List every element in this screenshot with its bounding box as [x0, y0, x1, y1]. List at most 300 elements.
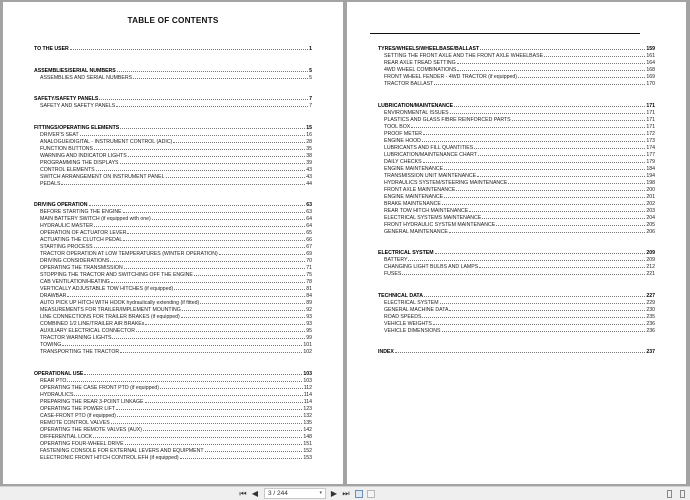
toc-entry-label: GENERAL MAINTENANCE: [384, 228, 448, 235]
toc-entry-label: ENGINE MAINTENANCE: [384, 165, 444, 172]
toc-entry[interactable]: [34, 236, 312, 243]
dot-leader: [84, 370, 302, 375]
toc-entry-label: REAR PTO: [40, 377, 67, 384]
dot-leader: [518, 73, 645, 78]
toc-page-number: 153: [303, 454, 312, 461]
toc-section: [34, 201, 312, 355]
toc-section-heading[interactable]: [378, 292, 655, 299]
toc-entry-label: ENGINE MAINTENANCE: [384, 193, 444, 200]
dot-leader: [74, 391, 302, 396]
dot-leader: [111, 278, 305, 283]
toc-page-number: 171: [646, 109, 655, 116]
toc-entry-label: FITTINGS/OPERATING ELEMENTS: [34, 124, 120, 131]
toc-entry[interactable]: [378, 66, 655, 73]
toc-entry[interactable]: [34, 271, 312, 278]
toc-section-heading[interactable]: [378, 249, 655, 256]
toc-section: [34, 370, 312, 461]
toc-entry[interactable]: [378, 144, 655, 151]
toc-entry[interactable]: [378, 313, 655, 320]
toc-entry[interactable]: [378, 151, 655, 158]
dot-leader: [116, 102, 308, 107]
toc-page-number: 38: [306, 152, 312, 159]
toc-entry[interactable]: [378, 228, 655, 235]
dot-leader: [469, 207, 645, 212]
toc-entry-label: PEDALS: [40, 180, 61, 187]
toc-page-number: 206: [646, 228, 655, 235]
toc-page-number: 84: [306, 293, 312, 299]
pdf-navigation-toolbar: [0, 486, 690, 500]
toc-page-number: 78: [306, 279, 312, 285]
toc-entry-label: REAR TOW HITCH MAINTENANCE: [384, 207, 469, 214]
dot-leader: [67, 377, 302, 382]
toc-entry[interactable]: [34, 166, 312, 173]
toc-page-number: 67: [306, 244, 312, 250]
dot-leader: [62, 341, 302, 346]
dot-leader: [120, 124, 305, 129]
toc-entry[interactable]: [34, 222, 312, 229]
toc-page-number: 43: [306, 166, 312, 173]
toc-entry[interactable]: [378, 263, 655, 270]
dot-leader: [133, 74, 308, 79]
toc-page-number: 103: [303, 377, 312, 384]
toc-page-number: 63: [306, 209, 312, 215]
dot-leader: [200, 299, 305, 304]
toc-entry[interactable]: [378, 299, 655, 306]
toc-page-number: 200: [646, 186, 655, 193]
page-title: TABLE OF CONTENTS: [127, 16, 219, 25]
toc-entry[interactable]: [34, 412, 312, 419]
toc-page-number: 171: [646, 123, 655, 130]
first-page-button[interactable]: ⏮: [239, 489, 247, 498]
toc-entry[interactable]: [34, 440, 312, 447]
dot-leader: [117, 67, 308, 72]
toc-page-number: 170: [646, 81, 655, 87]
toc-entry[interactable]: [378, 172, 655, 179]
toc-entry[interactable]: [34, 243, 312, 250]
toc-entry[interactable]: [34, 152, 312, 159]
toc-entry-label: CAB VENTILATION/HEATING: [40, 279, 110, 285]
toc-page-number: 148: [303, 433, 312, 440]
toc-section-heading[interactable]: [34, 124, 312, 131]
dot-leader: [173, 138, 305, 143]
toc-page-number: 236: [646, 320, 655, 327]
toc-entry-label: PROOF METER: [384, 130, 423, 137]
toc-entry[interactable]: [34, 278, 312, 285]
toc-entry-label: HYDRAULIC MASTER: [40, 223, 94, 229]
dot-leader: [457, 59, 646, 64]
toc-entry-label: REMOTE CONTROL VALVES: [40, 419, 110, 426]
dot-leader: [454, 102, 645, 107]
pdf-page-left: [3, 2, 343, 484]
toc-entry[interactable]: [34, 145, 312, 152]
toc-page-number: 43: [306, 173, 312, 180]
toc-entry-label: DRIVING OPERATION: [34, 202, 88, 208]
toc-entry-label: OPERATING FOUR-WHEEL DRIVE: [40, 440, 124, 447]
toc-page-number: 132: [303, 412, 312, 419]
toc-entry-label: VEHICLE WEIGHTS: [384, 320, 432, 327]
toc-page-number: 75: [306, 272, 312, 278]
toc-page-number: 164: [646, 60, 655, 66]
toc-entry-label: REAR AXLE TREAD SETTING: [384, 60, 456, 66]
toc-entry-label: ELECTRICAL SYSTEMS MAINTENANCE: [384, 214, 482, 221]
dot-leader: [496, 221, 645, 226]
toc-entry-label: CONTROL ELEMENTS: [40, 166, 95, 173]
toc-entry-label: OPERATING THE TRANSMISSION: [40, 265, 123, 271]
chevron-down-icon[interactable]: ▾: [319, 490, 322, 496]
dot-leader: [423, 158, 646, 163]
toc-entry-label: TO THE USER: [34, 46, 69, 52]
toc-page-number: 101: [303, 342, 312, 348]
toc-entry[interactable]: [34, 391, 312, 398]
toc-page-number: 135: [303, 419, 312, 426]
toc-entry[interactable]: [34, 74, 312, 81]
dot-leader: [145, 320, 305, 325]
toc-page-number: 123: [303, 405, 312, 412]
toc-entry-label: BRAKE MAINTENANCE: [384, 200, 441, 207]
toc-entry[interactable]: [378, 59, 655, 66]
toc-page-number: 7: [309, 96, 312, 102]
toc-page-number: 151: [303, 440, 312, 447]
toc-entry-label: TRANSMISSION UNIT MAINTENANCE: [384, 172, 477, 179]
toc-entry[interactable]: [34, 454, 312, 461]
toc-page-number: 66: [306, 237, 312, 243]
toc-page-number: 172: [646, 130, 655, 137]
toc-entry-label: DRIVER'S SEAT: [40, 131, 79, 138]
dot-leader: [440, 299, 646, 304]
toc-entry-label: OPERATING THE POWER LIFT: [40, 405, 116, 412]
toc-page-number: 102: [303, 349, 312, 355]
toc-entry[interactable]: [34, 229, 312, 236]
toc-page-number: 209: [646, 250, 655, 256]
toc-page-number: 152: [303, 447, 312, 454]
dot-leader: [180, 454, 303, 459]
toc-entry-label: SAFETY AND SAFETY PANELS: [40, 103, 116, 109]
toc-entry[interactable]: [378, 116, 655, 123]
toc-page-number: 95: [306, 328, 312, 334]
dot-leader: [127, 229, 305, 234]
dot-leader: [424, 292, 645, 297]
toc-entry-label: GENERAL MACHINE DATA: [384, 306, 449, 313]
dot-leader: [89, 201, 306, 206]
toc-entry[interactable]: [378, 109, 655, 116]
toc-entry-label: LINE CONNECTIONS FOR TRAILER BRAKES (if equipped): [40, 314, 180, 320]
toc-entry[interactable]: [378, 80, 655, 87]
toc-entry-label: BEFORE STARTING THE ENGINE: [40, 209, 122, 215]
toc-entry[interactable]: [378, 137, 655, 144]
toc-page-number: 177: [646, 151, 655, 158]
toc-entry-label: TRACTOR BALLAST: [384, 81, 434, 87]
toc-entry-label: VERTICALLY ADJUSTABLE TOW HITCHES (if equipped): [40, 286, 174, 292]
toc-entry[interactable]: [378, 130, 655, 137]
toc-page-number: 201: [646, 193, 655, 200]
toc-entry[interactable]: [378, 320, 655, 327]
toc-entry-label: TRANSPORTING THE TRACTOR: [40, 349, 120, 355]
toc-entry-label: DRIVING CONSIDERATIONS: [40, 258, 110, 264]
toc-entry-label: TRACTOR OPERATION AT LOW TEMPERATURES (WINTER OPERATION): [40, 251, 218, 257]
toc-entry-label: TOWING: [40, 342, 62, 348]
toc-entry[interactable]: [34, 320, 312, 327]
toc-entry-label: OPERATING THE CASE FRONT PTO (if equipped): [40, 384, 159, 391]
toc-entry-label: HYDRAULICS SYSTEM/STEERING MAINTENANCE: [384, 179, 508, 186]
toc-entry-label: SETTING THE FRONT AXLE AND THE FRONT AXLE WHEELBASE: [384, 53, 544, 59]
toc-entry[interactable]: [378, 327, 655, 334]
toc-entry[interactable]: [378, 179, 655, 186]
toc-section: [34, 124, 312, 187]
toc-entry-label: MAIN BATTERY SWITCH (if equipped with one): [40, 216, 151, 222]
next-page-button[interactable]: ▶: [330, 489, 338, 498]
dot-leader: [433, 320, 645, 325]
dot-leader: [512, 116, 646, 121]
toc-entry[interactable]: [378, 306, 655, 313]
toc-entry[interactable]: [34, 292, 312, 299]
toc-page-number: 114: [303, 398, 312, 405]
toc-section-heading[interactable]: [34, 67, 312, 74]
page-number-input[interactable]: [264, 488, 326, 499]
toc-entry[interactable]: [34, 131, 312, 138]
toc-entry-label: TECHNICAL DATA: [378, 292, 423, 299]
dot-leader: [94, 243, 306, 248]
toc-entry-label: DRAWBAR: [40, 293, 67, 299]
toc-entry[interactable]: [378, 193, 655, 200]
dot-leader: [456, 186, 645, 191]
toc-entry-label: STOPPING THE TRACTOR AND SWITCHING OFF THE ENGINE: [40, 272, 193, 278]
dot-leader: [110, 257, 305, 262]
toc-entry[interactable]: [34, 313, 312, 320]
dot-leader: [160, 384, 303, 389]
dot-leader: [70, 45, 308, 50]
toc-page-number: 235: [646, 313, 655, 320]
toc-entry-label: FRONT HYDRAULIC SYSTEM MAINTENANCE: [384, 221, 496, 228]
toc-page-number: 237: [646, 349, 655, 355]
dot-leader: [99, 95, 308, 100]
fit-page-icon[interactable]: [355, 490, 363, 498]
toc-entry-label: FUNCTION BUTTONS: [40, 145, 93, 152]
toc-entry[interactable]: [34, 250, 312, 257]
toc-entry[interactable]: [34, 447, 312, 454]
toc-page-number: 209: [646, 257, 655, 263]
last-page-button[interactable]: ⏭: [342, 489, 350, 498]
toc-page-number: 44: [306, 180, 312, 187]
toc-entry[interactable]: [378, 256, 655, 263]
toc-section: [378, 45, 655, 87]
toc-entry[interactable]: [34, 405, 312, 412]
toc-entry-label: AUXILIARY ELECTRICAL CONNECTOR: [40, 328, 135, 334]
toc-entry[interactable]: [34, 299, 312, 306]
two-page-layout-icon[interactable]: [680, 490, 685, 498]
toc-entry-label: DIFFERENTIAL LOCK: [40, 433, 93, 440]
toc-entry[interactable]: [378, 165, 655, 172]
toc-entry-label: OPERATING THE REMOTE VALVES (AUX): [40, 426, 142, 433]
toc-entry[interactable]: [34, 348, 312, 355]
dot-leader: [544, 52, 645, 57]
toc-entry[interactable]: [34, 215, 312, 222]
toc-entry-label: TOOL BOX: [384, 123, 411, 130]
toc-entry[interactable]: [378, 221, 655, 228]
toc-section: [378, 292, 655, 334]
toc-section-heading[interactable]: [34, 370, 312, 377]
toc-entry[interactable]: [378, 270, 655, 277]
toc-list-left: [34, 45, 312, 475]
toc-entry[interactable]: [34, 208, 312, 215]
toc-page-number: 171: [646, 102, 655, 109]
pdf-page-right: [347, 2, 686, 484]
toc-entry[interactable]: [34, 173, 312, 180]
toc-section: [378, 102, 655, 235]
toc-entry[interactable]: [378, 158, 655, 165]
toc-entry-label: TYRES/WHEELS/WHEELBASE/BALLAST: [378, 46, 480, 52]
toc-entry[interactable]: [34, 419, 312, 426]
toc-page-number: 64: [306, 223, 312, 229]
toc-page-number: 227: [646, 292, 655, 299]
toc-page-number: 159: [646, 46, 655, 52]
dot-leader: [480, 45, 645, 50]
dot-leader: [479, 263, 645, 268]
toc-page-number: 142: [303, 426, 312, 433]
toc-entry[interactable]: [34, 384, 312, 391]
toc-entry-label: ANALOGUE/DIGITAL - INSTRUMENT CONTROL (ADIC): [40, 138, 173, 145]
toc-section: [378, 249, 655, 277]
dot-leader: [125, 440, 303, 445]
single-page-layout-icon[interactable]: [667, 490, 672, 498]
toc-entry[interactable]: [34, 433, 312, 440]
toc-page-number: 63: [306, 202, 312, 208]
toc-entry[interactable]: [34, 341, 312, 348]
dot-leader: [402, 270, 645, 275]
toc-entry[interactable]: [34, 285, 312, 292]
toc-section-heading[interactable]: [378, 45, 655, 52]
toc-entry-label: VEHICLE DIMENSIONS: [384, 327, 441, 334]
dot-leader: [123, 236, 305, 241]
toc-entry-label: ASSEMBLIES AND SERIAL NUMBERS: [40, 74, 133, 81]
toc-section: [378, 348, 655, 355]
dot-leader: [444, 165, 645, 170]
dot-leader: [80, 131, 306, 136]
dot-leader: [411, 123, 645, 128]
toc-entry-label: FASTENING CONSOLE FOR EXTERNAL LEVERS AND EQUIPMENT: [40, 447, 204, 454]
toc-section-heading[interactable]: [34, 95, 312, 102]
toc-entry-label: CHANGING LIGHT BULBS AND LAMPS: [384, 264, 479, 270]
toc-entry-label: MEASUREMENTS FOR TRAILER/IMPLEMENT MOUNTING: [40, 307, 181, 313]
toc-entry[interactable]: [378, 214, 655, 221]
toc-entry[interactable]: [34, 102, 312, 109]
toc-section-heading[interactable]: [378, 102, 655, 109]
dot-leader: [67, 292, 305, 297]
toc-page-number: 1: [309, 46, 312, 52]
dot-leader: [145, 398, 303, 403]
toc-entry[interactable]: [34, 306, 312, 313]
toc-entry-label: TRACTOR WARNING LIGHTS: [40, 335, 112, 341]
toc-entry-label: WARNING AND INDICATOR LIGHTS: [40, 152, 127, 159]
toc-page-number: 99: [306, 335, 312, 341]
toc-entry-label: SWITCH ARRANGEMENT ON INSTRUMENT PANEL: [40, 173, 165, 180]
toc-entry[interactable]: [34, 264, 312, 271]
dot-leader: [174, 285, 305, 290]
toc-page-number: 205: [646, 221, 655, 228]
toc-entry[interactable]: [378, 207, 655, 214]
dot-leader: [477, 172, 645, 177]
toc-entry[interactable]: [34, 180, 312, 187]
toc-entry-label: ENGINE HOOD: [384, 137, 421, 144]
toc-entry-label: INDEX: [378, 349, 394, 355]
toc-page-number: 179: [646, 158, 655, 165]
toc-entry[interactable]: [378, 186, 655, 193]
toc-entry[interactable]: [34, 138, 312, 145]
toc-page-number: 92: [306, 307, 312, 313]
toc-entry[interactable]: [378, 52, 655, 59]
toc-page-number: 35: [306, 145, 312, 152]
dot-leader: [474, 144, 645, 149]
dot-leader: [111, 419, 303, 424]
toc-entry-label: PROGRAMMING THE DISPLAYS: [40, 159, 119, 166]
toc-entry[interactable]: [34, 327, 312, 334]
dot-leader: [478, 151, 645, 156]
toc-entry[interactable]: [34, 159, 312, 166]
toc-entry-label: DAILY CHECKS: [384, 158, 422, 165]
dot-leader: [116, 405, 302, 410]
dot-leader: [408, 256, 645, 261]
toc-entry-label: BATTERY: [384, 257, 408, 263]
toc-entry[interactable]: [378, 73, 655, 80]
toc-page-number: 93: [306, 314, 312, 320]
toc-entry-label: FRONT AXLE MAINTENANCE: [384, 186, 456, 193]
toc-page-number: 161: [646, 53, 655, 59]
fit-width-icon[interactable]: [367, 490, 375, 498]
toc-entry-label: OPERATIONAL USE: [34, 370, 84, 377]
dot-leader: [136, 327, 305, 332]
dot-leader: [434, 80, 645, 85]
dot-leader: [219, 250, 305, 255]
toc-entry[interactable]: [34, 377, 312, 384]
toc-list-right: [378, 45, 655, 370]
toc-entry-label: 4WD WHEEL COMBINATIONS: [384, 67, 457, 73]
toc-entry[interactable]: [378, 123, 655, 130]
toc-entry-label: CASE-FRONT PTO (if equipped): [40, 412, 116, 419]
toc-section: [34, 45, 312, 52]
toc-entry[interactable]: [378, 200, 655, 207]
prev-page-button[interactable]: ◀: [251, 489, 259, 498]
dot-leader: [194, 271, 305, 276]
toc-section-heading[interactable]: [34, 45, 312, 52]
dot-leader: [94, 222, 305, 227]
toc-entry-label: ELECTRICAL SYSTEM: [378, 250, 434, 256]
toc-page-number: 15: [306, 124, 312, 131]
toc-page-number: 204: [646, 214, 655, 221]
toc-section-heading[interactable]: [378, 348, 655, 355]
toc-page-number: 168: [646, 67, 655, 73]
toc-entry[interactable]: [34, 426, 312, 433]
dot-leader: [94, 145, 305, 150]
dot-leader: [457, 66, 645, 71]
page-indicator: 3 / 244: [268, 490, 288, 497]
toc-section-heading[interactable]: [34, 201, 312, 208]
dot-leader: [143, 426, 302, 431]
dot-leader: [422, 313, 645, 318]
dot-leader: [482, 214, 645, 219]
toc-entry[interactable]: [34, 334, 312, 341]
toc-entry-label: HYDRAULICS: [40, 391, 74, 398]
toc-entry-label: PREPARING THE REAR 3-POINT LINKAGE: [40, 398, 144, 405]
toc-entry[interactable]: [34, 257, 312, 264]
toc-page-number: 230: [646, 306, 655, 313]
toc-entry-label: ENVIRONMENTAL ISSUES: [384, 109, 449, 116]
toc-page-number: 203: [646, 207, 655, 214]
toc-page-number: 169: [646, 74, 655, 80]
dot-leader: [123, 208, 306, 213]
dot-leader: [450, 109, 646, 114]
toc-entry-label: OPERATION OF ACTUATOR LEVER: [40, 230, 127, 236]
toc-page-number: 5: [309, 74, 312, 81]
toc-entry[interactable]: [34, 398, 312, 405]
